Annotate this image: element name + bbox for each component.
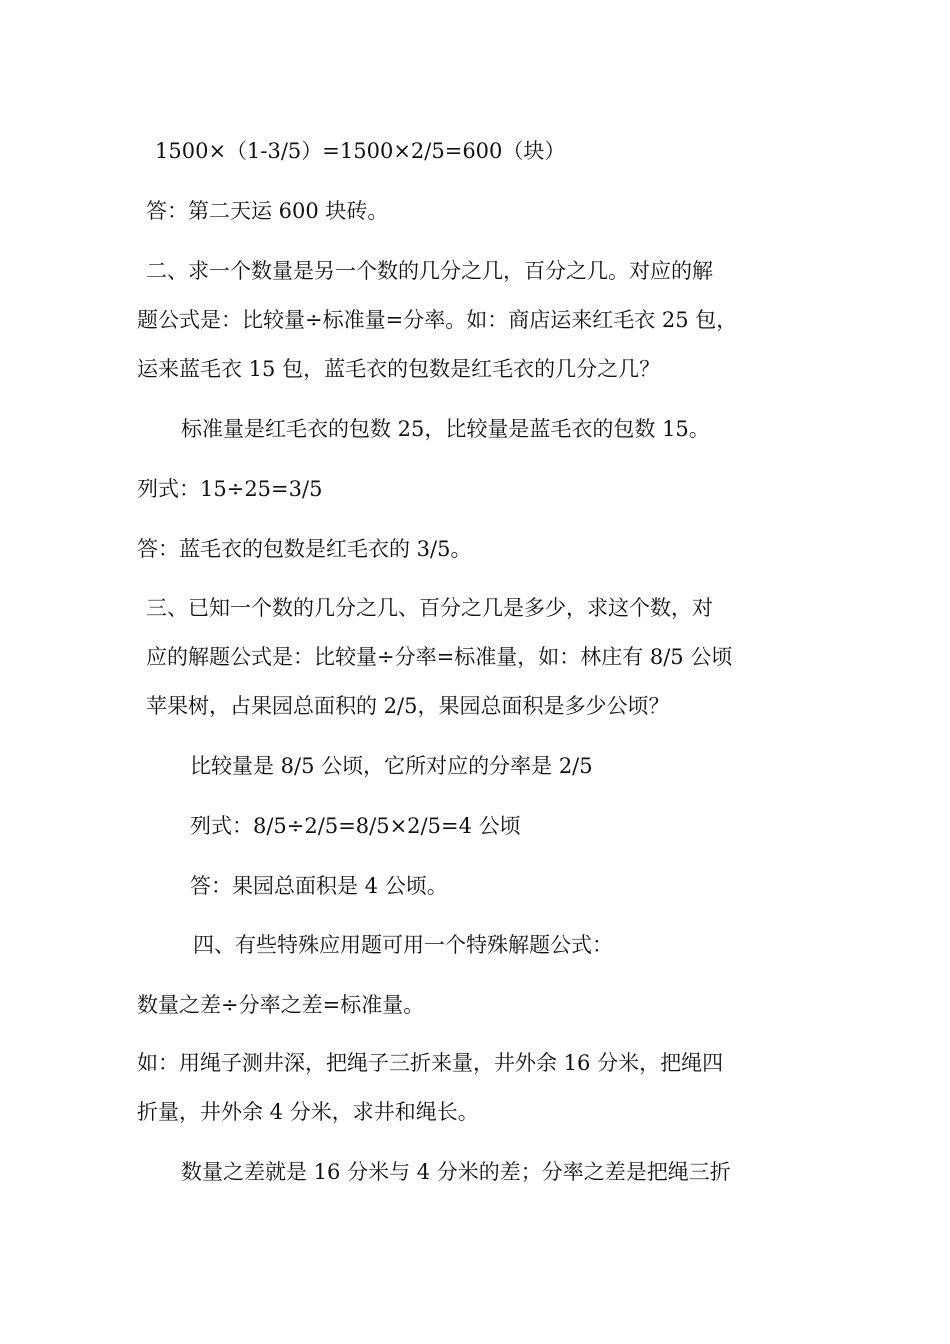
section-three-heading: 三、已知一个数的几分之几、百分之几是多少，求这个数，对 (146, 596, 713, 620)
section-two-heading: 二、求一个数量是另一个数的几分之几，百分之几。对应的解 (146, 259, 713, 283)
formula-line: 列式：15÷25=3/5 (137, 477, 323, 501)
formula-line: 数量之差÷分率之差=标准量。 (137, 993, 425, 1017)
answer-line: 答：果园总面积是 4 公顷。 (190, 874, 448, 898)
section-three-text: 苹果树，占果园总面积的 2/5，果园总面积是多少公顷？ (146, 694, 670, 718)
section-three-text: 应的解题公式是：比较量÷分率=标准量，如：林庄有 8/5 公顷 (146, 645, 733, 669)
formula-line: 列式：8/5÷2/5=8/5×2/5=4 公顷 (190, 814, 521, 838)
example-text: 折量，井外余 4 分米，求井和绳长。 (137, 1100, 479, 1124)
example-text: 如：用绳子测井深，把绳子三折来量，井外余 16 分米，把绳四 (137, 1051, 724, 1075)
answer-line: 答：第二天运 600 块砖。 (146, 199, 389, 223)
section-two-text: 运来蓝毛衣 15 包，蓝毛衣的包数是红毛衣的几分之几？ (137, 357, 661, 381)
answer-line: 答：蓝毛衣的包数是红毛衣的 3/5。 (137, 537, 472, 561)
explanation-line: 标准量是红毛衣的包数 25，比较量是蓝毛衣的包数 15。 (181, 417, 710, 441)
calc-line: 1500×（1-3/5）=1500×2/5=600（块） (155, 139, 566, 163)
explanation-line: 比较量是 8/5 公顷，它所对应的分率是 2/5 (190, 754, 593, 778)
section-four-heading: 四、有些特殊应用题可用一个特殊解题公式： (193, 933, 613, 957)
explanation-line: 数量之差就是 16 分米与 4 分米的差；分率之差是把绳三折 (181, 1160, 731, 1184)
section-two-text: 题公式是：比较量÷标准量=分率。如：商店运来红毛衣 25 包， (137, 308, 738, 332)
